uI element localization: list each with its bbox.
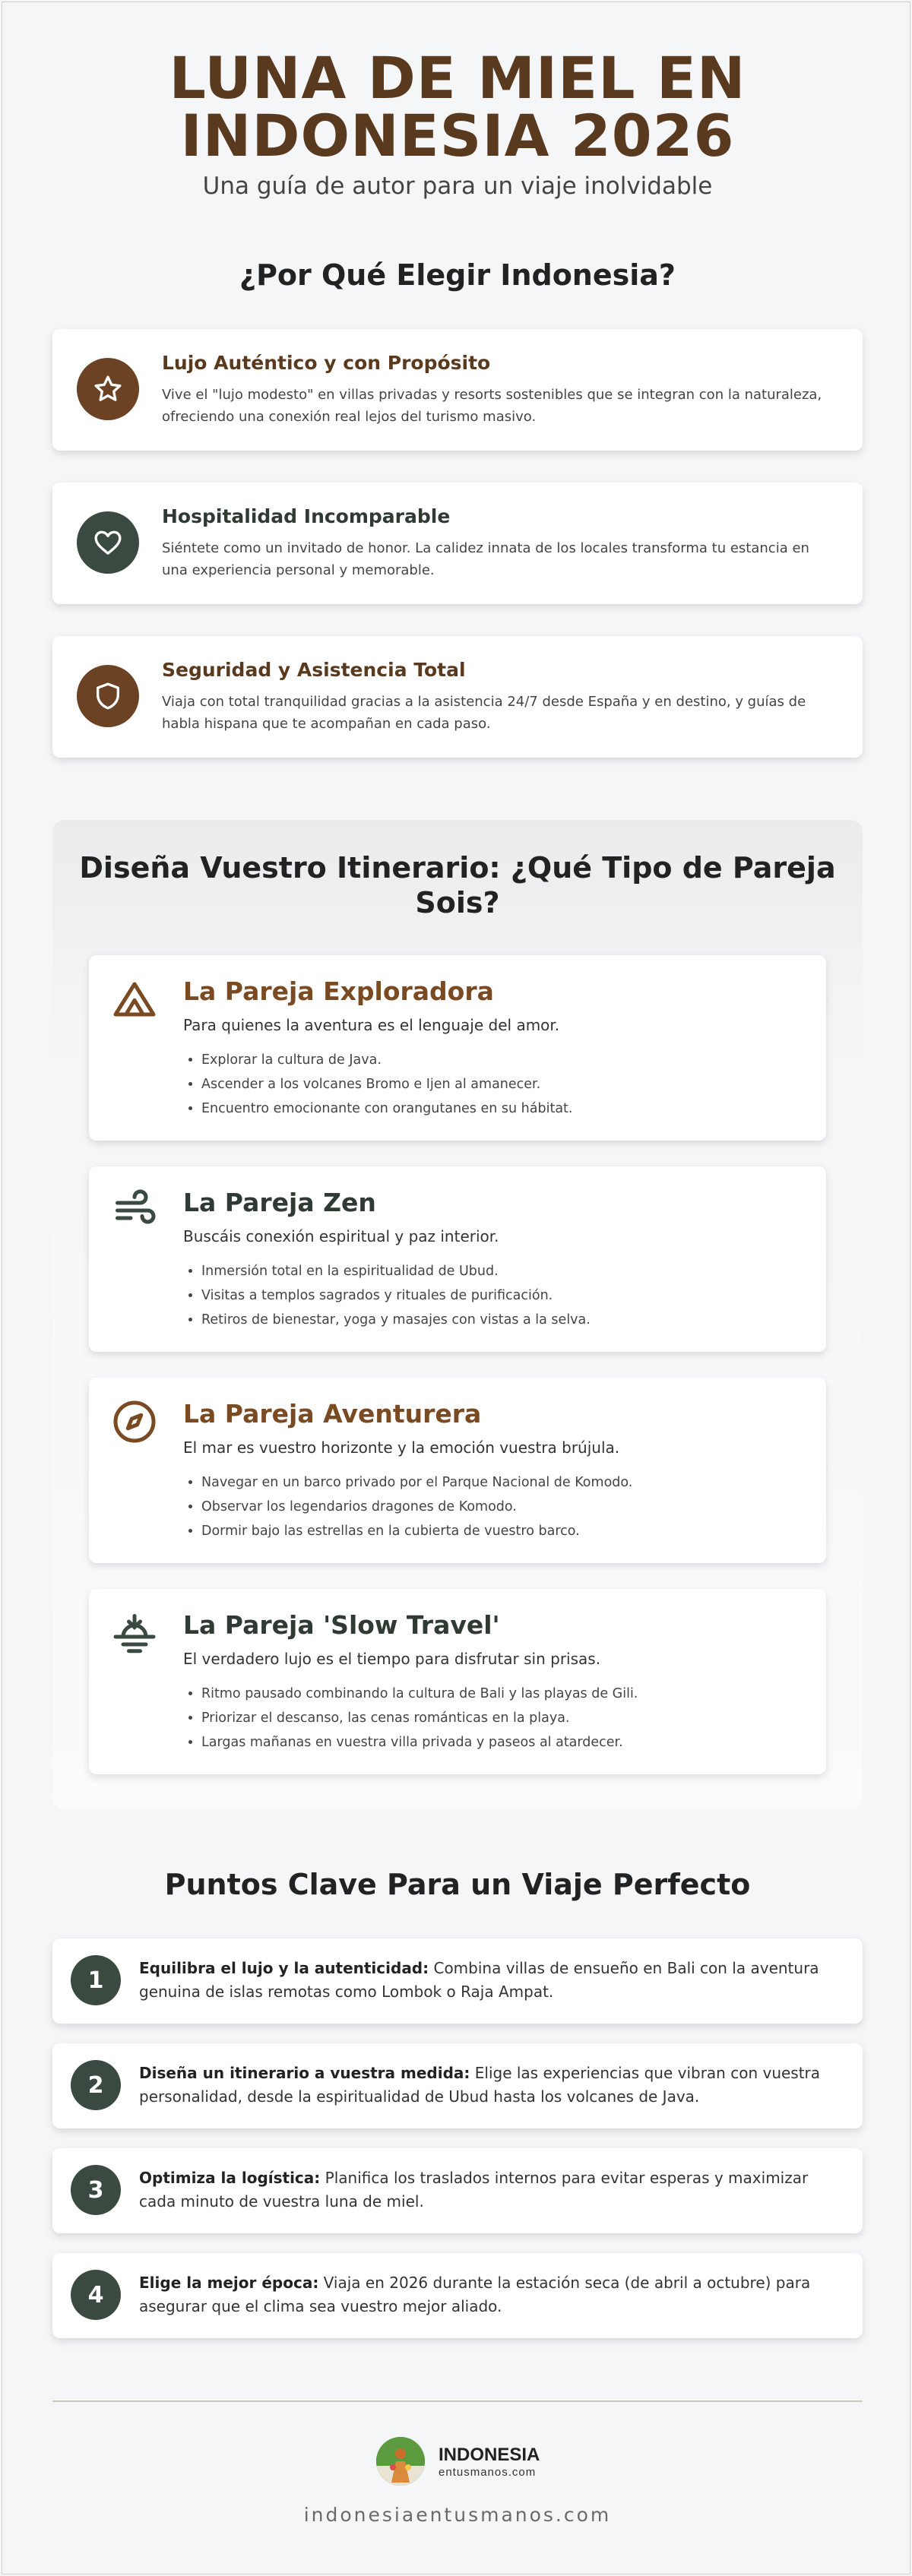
footer-url[interactable]: indonesiaentusmanos.com: [303, 2504, 612, 2526]
key-point-text: [139, 2166, 832, 2214]
couple-type-card: [89, 1378, 826, 1563]
key-point-body: Elige las experiencias que vibran con vuestra personalidad, desde la espiritualidad de Ubud hasta los volcanes de Java.: [139, 2064, 821, 2106]
couple-type-title: La Pareja Exploradora: [183, 976, 494, 1006]
key-point-number: 3: [71, 2165, 121, 2215]
why-section-title: ¿Por Qué Elegir Indonesia?: [239, 258, 676, 292]
couple-type-title: La Pareja Aventurera: [183, 1399, 482, 1429]
key-point-body: Viaja en 2026 durante la estación seca (de abril a octubre) para asegurar que el clima sea vuestro mejor aliado.: [139, 2274, 811, 2315]
couple-type-intro: Para quienes la aventura es el lenguaje del amor.: [183, 1016, 560, 1034]
list-item: • Largas mañanas en vuestra villa privada y paseos al atardecer.: [201, 1730, 638, 1755]
couple-type-list: [201, 1470, 632, 1543]
page-subtitle: Una guía de autor para un viaje inolvidable: [202, 172, 713, 200]
key-point-card: [52, 2043, 863, 2128]
footer-divider: [52, 2400, 863, 2402]
key-point-bold: Elige la mejor época:: [139, 2274, 319, 2292]
key-point-body: Planifica los traslados internos para evitar esperas y maximizar cada minuto de vuestra luna de miel.: [139, 2169, 809, 2210]
couple-type-title: La Pareja Zen: [183, 1188, 376, 1217]
why-card: [52, 329, 863, 451]
mountain-icon: [112, 976, 157, 1022]
key-point-text: [139, 1957, 832, 2004]
why-card-title: Lujo Auténtico y con Propósito: [162, 352, 491, 374]
list-item: • Explorar la cultura de Java.: [201, 1048, 572, 1072]
couple-type-intro: El verdadero lujo es el tiempo para disfrutar sin prisas.: [183, 1650, 601, 1668]
key-point-body: Combina villas de ensueño en Bali con la aventura genuina de islas remotas como Lombok o Raja Ampat.: [139, 1959, 819, 2001]
list-item: • Encuentro emocionante con orangutanes en su hábitat.: [201, 1097, 572, 1121]
list-item: • Ritmo pausado combinando la cultura de Bali y las playas de Gili.: [201, 1682, 638, 1706]
list-item: • Navegar en un barco privado por el Parque Nacional de Komodo.: [201, 1470, 632, 1495]
logo-text: INDONESIA: [439, 2445, 540, 2465]
couple-type-list: [201, 1048, 572, 1121]
itinerary-title: [52, 850, 863, 920]
logo-emblem-icon: [376, 2437, 425, 2486]
brand-logo: [367, 2434, 557, 2487]
page: [2, 2, 910, 2574]
page-title: [52, 44, 863, 169]
list-item: • Inmersión total en la espiritualidad de Ubud.: [201, 1259, 591, 1283]
shield-icon: [77, 665, 139, 727]
list-item: • Retiros de bienestar, yoga y masajes con vistas a la selva.: [201, 1308, 591, 1332]
itinerary-title-line-1: Diseña Vuestro Itinerario: ¿Qué Tipo de Pareja: [79, 851, 836, 885]
key-point-number: 1: [71, 1955, 121, 2005]
why-card-title: Seguridad y Asistencia Total: [162, 659, 466, 681]
why-card-title: Hospitalidad Incomparable: [162, 505, 451, 527]
couple-type-card: [89, 1589, 826, 1774]
title-line-2: INDONESIA 2026: [180, 102, 735, 169]
list-item: • Visitas a templos sagrados y rituales de purificación.: [201, 1283, 591, 1308]
couple-type-list: [201, 1259, 591, 1332]
couple-type-list: [201, 1682, 638, 1755]
title-line-1: LUNA DE MIEL EN: [169, 44, 746, 112]
compass-icon: [112, 1399, 157, 1445]
couple-type-card: [89, 955, 826, 1141]
key-point-bold: Diseña un itinerario a vuestra medida:: [139, 2064, 470, 2082]
wind-icon: [112, 1188, 157, 1233]
key-point-text: [139, 2062, 832, 2109]
logo-subtext: entusmanos.com: [439, 2466, 537, 2479]
why-card: [52, 636, 863, 758]
key-point-bold: Optimiza la logística:: [139, 2169, 321, 2187]
couple-type-intro: El mar es vuestro horizonte y la emoción vuestra brújula.: [183, 1438, 620, 1457]
why-card-text: Viaja con total tranquilidad gracias a la asistencia 24/7 desde España y en destino, y guías de habla hispana que te acompañan en cada paso.: [162, 694, 806, 732]
why-card-text: Siéntete como un invitado de honor. La calidez innata de los locales transforma tu estancia en una experiencia personal y memorable.: [162, 540, 809, 578]
key-point-card: [52, 2148, 863, 2233]
list-item: • Priorizar el descanso, las cenas románticas en la playa.: [201, 1706, 638, 1730]
list-item: • Ascender a los volcanes Bromo e Ijen al amanecer.: [201, 1072, 572, 1097]
couple-type-card: [89, 1166, 826, 1352]
key-point-bold: Equilibra el lujo y la autenticidad:: [139, 1959, 429, 1977]
star-icon: [77, 358, 139, 420]
key-point-card: [52, 2253, 863, 2338]
couple-type-intro: Buscáis conexión espiritual y paz interior.: [183, 1227, 499, 1245]
key-point-number: 4: [71, 2270, 121, 2320]
key-points-title: Puntos Clave Para un Viaje Perfecto: [164, 1868, 751, 1901]
heart-icon: [77, 511, 139, 574]
key-point-card: [52, 1938, 863, 2024]
list-item: • Observar los legendarios dragones de Komodo.: [201, 1495, 632, 1519]
why-card: [52, 483, 863, 604]
itinerary-title-line-2: Sois?: [415, 886, 500, 919]
key-point-text: [139, 2271, 832, 2318]
sunset-icon: [112, 1610, 157, 1656]
why-card-text: Vive el "lujo modesto" en villas privadas y resorts sostenibles que se integran con la naturaleza, ofreciendo una conexión real lejos del turismo masivo.: [162, 387, 822, 425]
key-point-number: 2: [71, 2060, 121, 2110]
couple-type-title: La Pareja 'Slow Travel': [183, 1610, 500, 1640]
list-item: • Dormir bajo las estrellas en la cubierta de vuestro barco.: [201, 1519, 632, 1543]
